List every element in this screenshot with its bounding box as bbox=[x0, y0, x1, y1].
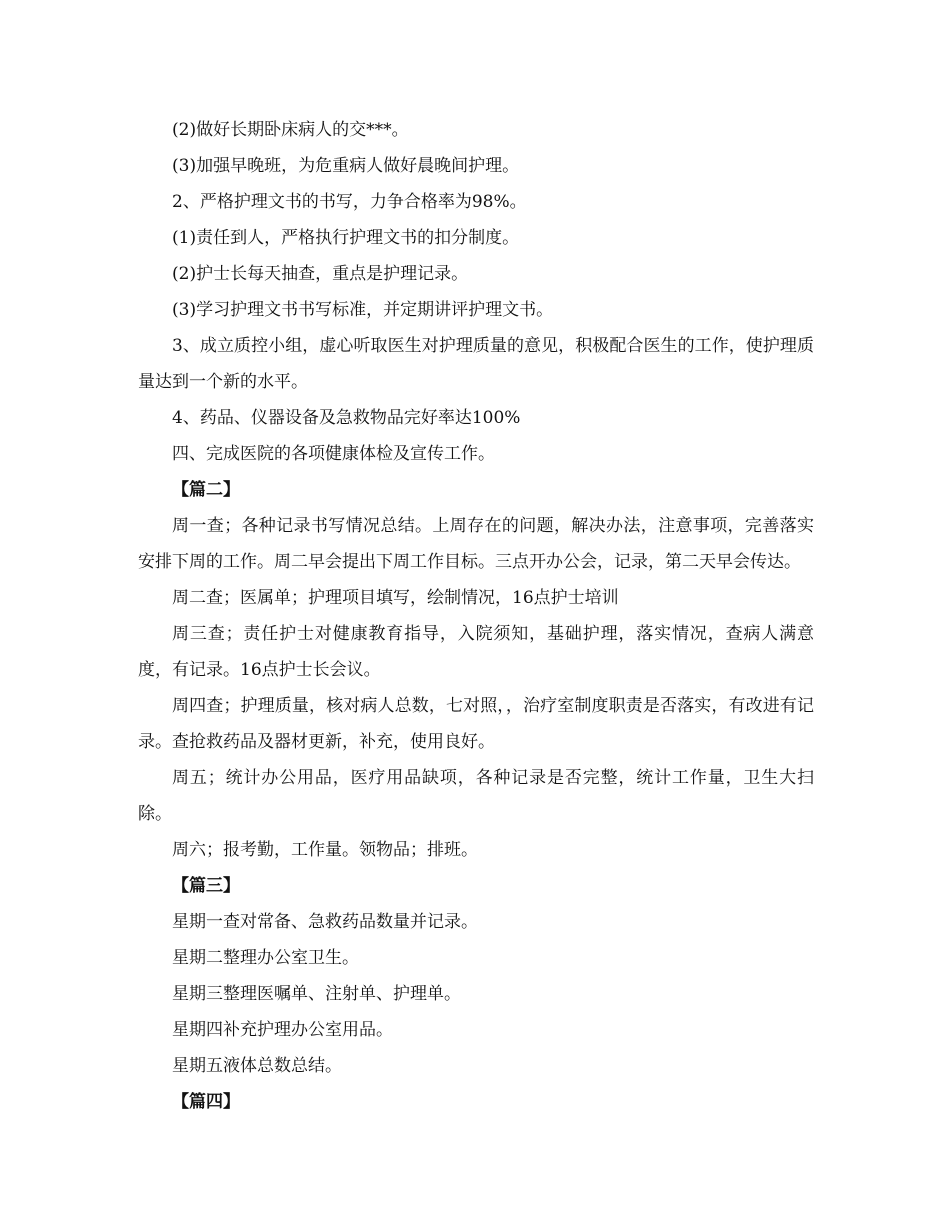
paragraph: 星期四补充护理办公室用品。 bbox=[172, 1020, 393, 1040]
paragraph: 周二查；医属单；护理项目填写，绘制情况，16点护士培训 bbox=[172, 588, 619, 608]
paragraph: (2)护士长每天抽查，重点是护理记录。 bbox=[172, 264, 469, 284]
paragraph: 周四查；护理质量，核对病人总数，七对照，，治疗室制度职责是否落实，有改进有记录。查抢救药品及器材更新，补充，使用良好。 bbox=[138, 696, 814, 752]
paragraph: 星期二整理办公室卫生。 bbox=[172, 948, 359, 968]
paragraph: 星期一查对常备、急救药品数量并记录。 bbox=[172, 912, 478, 932]
paragraph: 2、严格护理文书的书写，力争合格率为98%。 bbox=[172, 192, 527, 212]
paragraph: 周三查；责任护士对健康教育指导，入院须知，基础护理，落实情况，查病人满意度，有记录。16点护士长会议。 bbox=[138, 624, 814, 680]
paragraph: (2)做好长期卧床病人的交***。 bbox=[172, 120, 409, 140]
paragraph: 星期五液体总数总结。 bbox=[172, 1056, 342, 1076]
section-heading: 【篇二】 bbox=[172, 480, 240, 500]
paragraph: 星期三整理医嘱单、注射单、护理单。 bbox=[172, 984, 461, 1004]
paragraph: (3)加强早晚班，为危重病人做好晨晚间护理。 bbox=[172, 156, 520, 176]
paragraph: (3)学习护理文书书写标准，并定期讲评护理文书。 bbox=[172, 300, 554, 320]
section-heading: 【篇三】 bbox=[172, 876, 240, 896]
paragraph: 周一查；各种记录书写情况总结。上周存在的问题，解决办法，注意事项，完善落实安排下周的工作。周二早会提出下周工作目标。三点开办公会，记录，第二天早会传达。 bbox=[138, 516, 814, 572]
paragraph: 周五；统计办公用品，医疗用品缺项，各种记录是否完整，统计工作量，卫生大扫除。 bbox=[138, 768, 814, 824]
paragraph: 周六；报考勤，工作量。领物品；排班。 bbox=[172, 840, 478, 860]
section-heading: 【篇四】 bbox=[172, 1092, 240, 1112]
paragraph: (1)责任到人，严格执行护理文书的扣分制度。 bbox=[172, 228, 520, 248]
paragraph: 4、药品、仪器设备及急救物品完好率达100% bbox=[172, 408, 521, 428]
paragraph: 3、成立质控小组，虚心听取医生对护理质量的意见，积极配合医生的工作，使护理质量达到一个新的水平。 bbox=[138, 336, 814, 392]
document-page bbox=[138, 112, 814, 1120]
paragraph: 四、完成医院的各项健康体检及宣传工作。 bbox=[172, 444, 495, 464]
